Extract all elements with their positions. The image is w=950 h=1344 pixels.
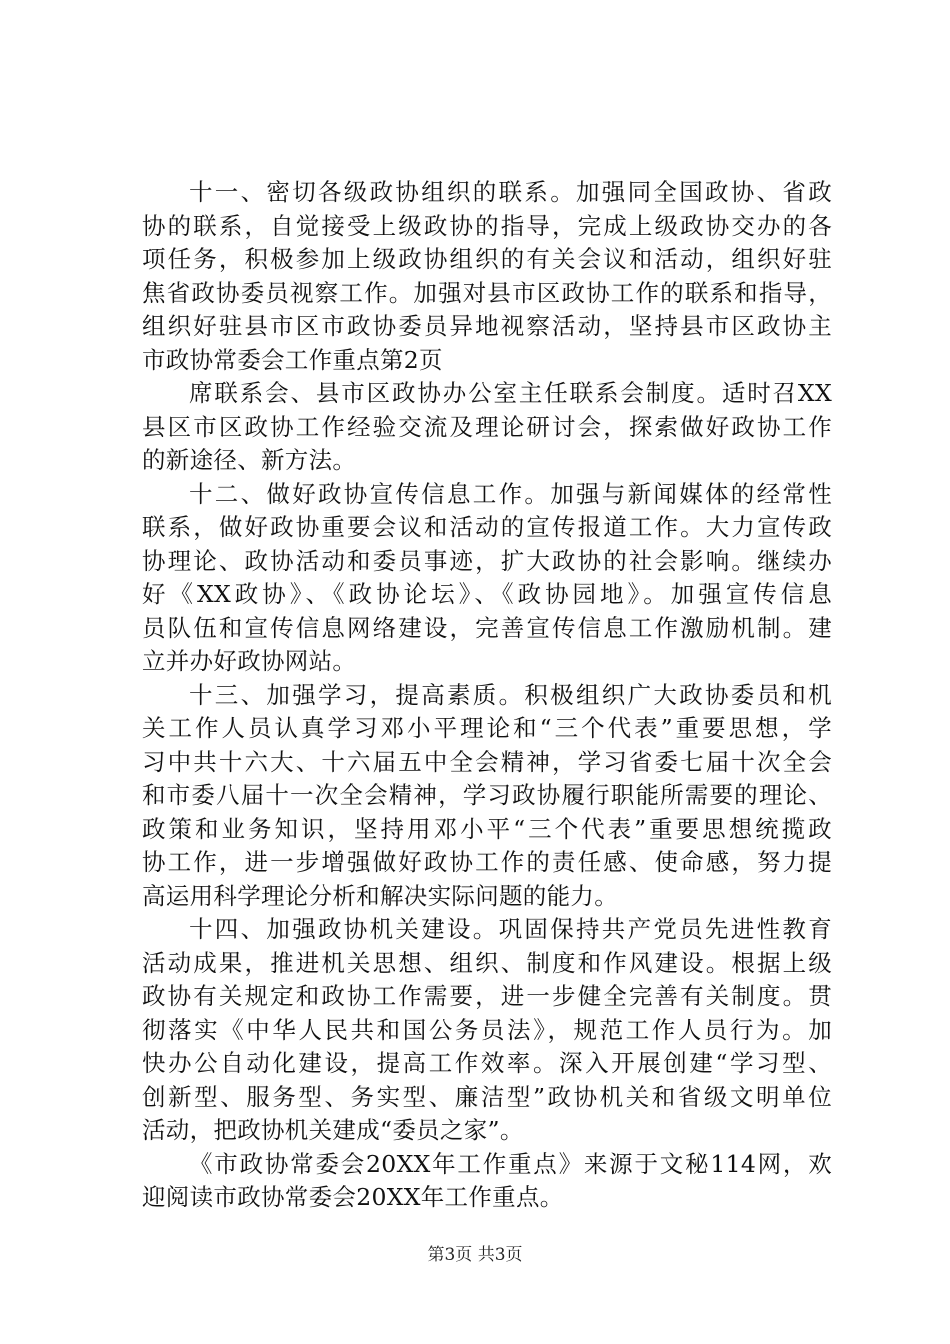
text-line: 十一、密切各级政协组织的联系。加强同全国政协、省政 [189,178,832,206]
text-line: 联系，做好政协重要会议和活动的宣传报道工作。大力宣传政 [142,513,832,541]
text-line: 席联系会、县市区政协办公室主任联系会制度。适时召XX [189,379,832,407]
text-line: 迎阅读市政协常委会20XX年工作重点。 [142,1183,564,1211]
text-line: 立并办好政协网站。 [142,647,357,675]
text-line: 活动，把政协机关建成“委员之家”。 [142,1116,524,1144]
text-line: 习中共十六大、十六届五中全会精神，学习省委七届十次全会 [142,747,832,776]
text-line: 十二、做好政协宣传信息工作。加强与新闻媒体的经常性 [189,479,832,508]
text-line: 市政协常委会工作重点第2页 [142,345,443,374]
text-line: 《市政协常委会20XX年工作重点》来源于文秘114网，欢 [189,1149,832,1178]
text-line: 政协有关规定和政协工作需要，进一步健全完善有关制度。贯 [142,982,832,1010]
text-line: 员队伍和宣传信息网络建设，完善宣传信息工作激励机制。建 [142,613,832,642]
text-line: 协的联系，自觉接受上级政协的指导，完成上级政协交办的各 [142,211,832,240]
text-line: 活动成果，推进机关思想、组织、制度和作风建设。根据上级 [142,948,832,977]
text-line: 组织好驻县市区市政协委员异地视察活动，坚持县市区政协主 [142,312,832,340]
text-line: 的新途径、新方法。 [142,446,357,474]
text-line: 协理论、政协活动和委员事迹，扩大政协的社会影响。继续办 [142,546,832,575]
text-line: 县区市区政协工作经验交流及理论研讨会，探索做好政协工作 [142,412,832,441]
text-line: 高运用科学理论分析和解决实际问题的能力。 [142,881,618,910]
text-line: 十三、加强学习，提高素质。积极组织广大政协委员和机 [189,680,832,709]
text-line: 快办公自动化建设，提高工作效率。深入开展创建“学习型、 [142,1049,832,1077]
document-body [142,176,832,1215]
text-line: 创新型、服务型、务实型、廉洁型”政协机关和省级文明单位 [142,1082,832,1111]
text-line: 好《XX政协》、《政协论坛》、《政协园地》。加强宣传信息 [142,580,832,608]
text-line: 十四、加强政协机关建设。巩固保持共产党员先进性教育 [189,915,832,943]
text-line: 彻落实《中华人民共和国公务员法》，规范工作人员行为。加 [142,1015,832,1044]
text-line: 和市委八届十一次全会精神，学习政协履行职能所需要的理论、 [142,781,832,809]
text-line: 政策和业务知识，坚持用邓小平“三个代表”重要思想统揽政 [142,814,832,843]
text-line: 项任务，积极参加上级政协组织的有关会议和活动，组织好驻 [142,245,832,273]
text-line: 关工作人员认真学习邓小平理论和“三个代表”重要思想，学 [142,714,832,742]
text-line: 焦省政协委员视察工作。加强对县市区政协工作的联系和指导， [142,278,832,307]
text-line: 协工作，进一步增强做好政协工作的责任感、使命感，努力提 [142,848,832,876]
page-footer: 第3页 共3页 [427,1245,523,1265]
